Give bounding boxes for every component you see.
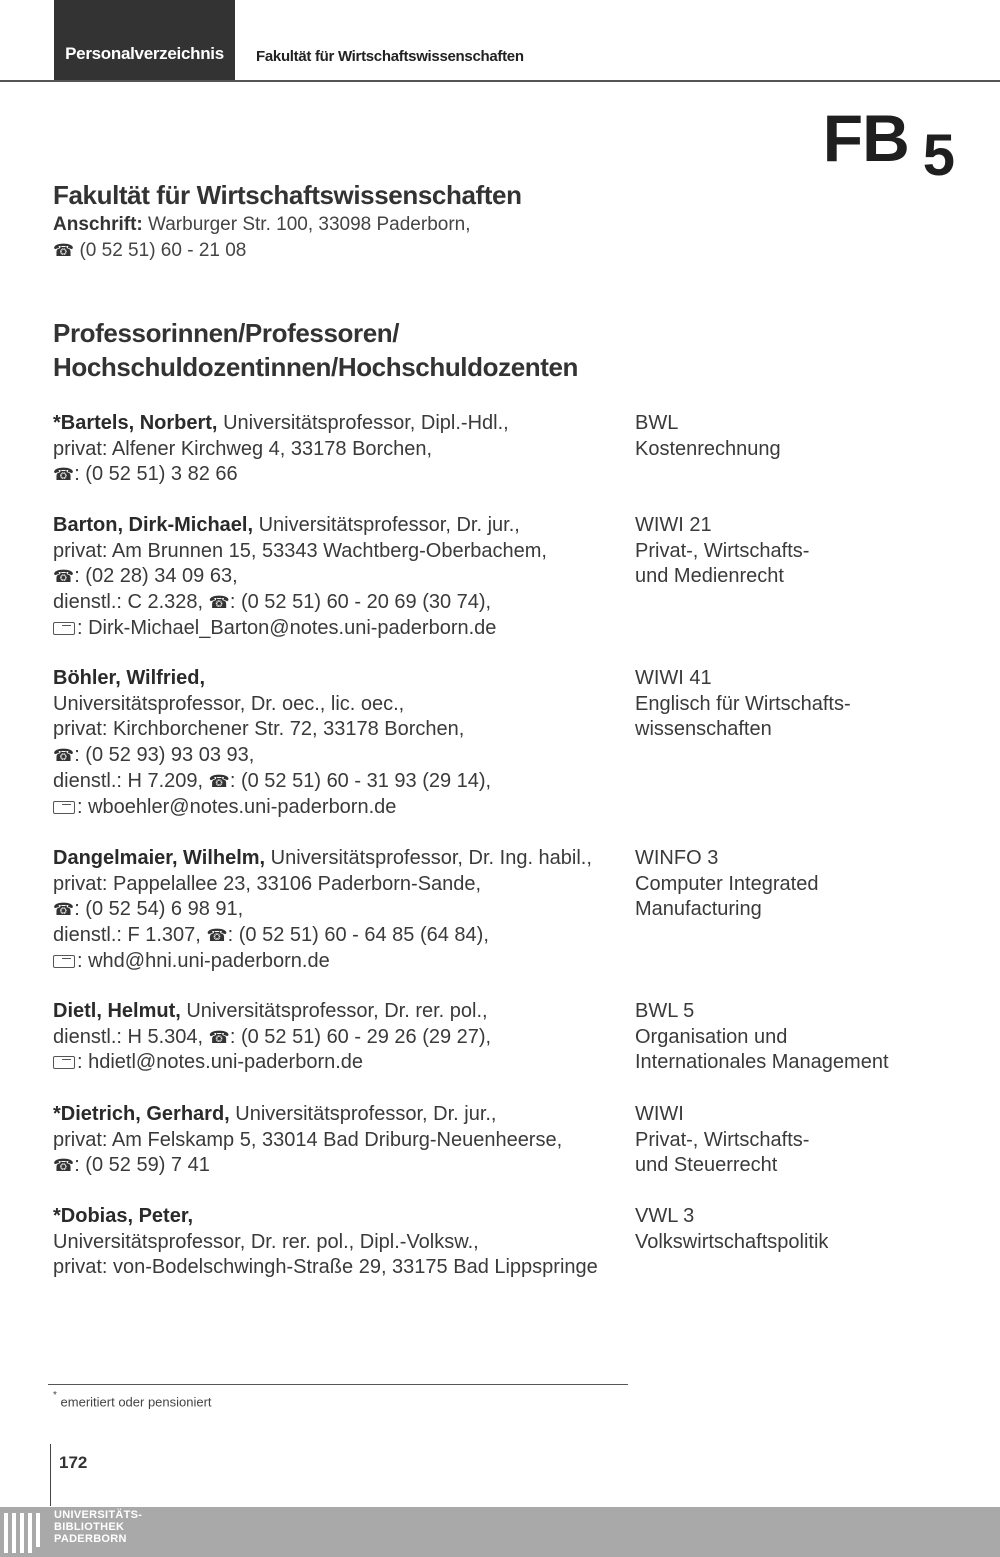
faculty-address bbox=[53, 214, 471, 236]
phone-icon: ☎ bbox=[53, 567, 75, 587]
header-tab-personalverzeichnis bbox=[54, 0, 235, 80]
dept-name: Computer Integrated bbox=[635, 872, 819, 895]
fb-number: 5 bbox=[922, 123, 954, 188]
entry-details bbox=[53, 846, 623, 975]
dept-code: WIWI 21 bbox=[635, 514, 712, 536]
fb-marker bbox=[822, 100, 954, 188]
phone-icon: ☎ bbox=[53, 900, 75, 920]
dept-code: VWL 3 bbox=[635, 1205, 695, 1227]
library-name bbox=[54, 1509, 142, 1545]
entry-office-phone: : (0 52 51) 60 - 64 85 (64 84), bbox=[227, 924, 489, 947]
entry-email[interactable]: : wboehler@notes.uni-paderborn.de bbox=[77, 795, 397, 818]
dept-name-cont: Manufacturing bbox=[635, 898, 762, 921]
entry-details bbox=[53, 411, 623, 488]
section-heading bbox=[53, 316, 578, 384]
page-number: 172 bbox=[59, 1453, 88, 1472]
dept-name-cont: wissenschaften bbox=[635, 718, 772, 741]
footnote-text: emeritiert oder pensioniert bbox=[60, 1394, 212, 1410]
entry-private-phone: : (0 52 54) 6 98 91, bbox=[74, 898, 244, 921]
dept-code: BWL 5 bbox=[635, 1000, 695, 1022]
entry-private-address: privat: Am Brunnen 15, 53343 Wachtberg-Oberbachem, bbox=[53, 539, 547, 562]
page-number-rule bbox=[50, 1444, 51, 1506]
email-icon bbox=[53, 1056, 75, 1069]
entry-private-phone: : (0 52 93) 93 03 93, bbox=[74, 744, 255, 767]
fb-label: FB bbox=[822, 101, 909, 175]
entry-private-phone: : (02 28) 34 09 63, bbox=[74, 565, 238, 588]
email-icon bbox=[53, 622, 75, 635]
dept-name-cont: Internationales Management bbox=[635, 1051, 889, 1074]
entry-department bbox=[635, 846, 975, 923]
entry-private-phone: : (0 52 51) 3 82 66 bbox=[74, 463, 238, 486]
entry-details bbox=[53, 513, 623, 642]
footnote-marker: * bbox=[53, 1390, 57, 1401]
dept-code: WINFO 3 bbox=[635, 847, 719, 869]
entry-private-phone: : (0 52 59) 7 41 bbox=[74, 1154, 210, 1177]
dept-name-cont: und Medienrecht bbox=[635, 565, 784, 588]
header-tab-label: Personalverzeichnis bbox=[65, 44, 224, 63]
entry-department bbox=[635, 411, 975, 462]
phone-icon: ☎ bbox=[53, 465, 75, 485]
entry-department bbox=[635, 1102, 975, 1179]
dept-code: WIWI bbox=[635, 1103, 684, 1125]
entry-office: dienstl.: C 2.328, bbox=[53, 591, 204, 614]
section-heading-line1: Professorinnen/Professoren/ bbox=[53, 318, 400, 348]
entry-title: Universitätsprofessor, Dr. rer. pol., Dipl.-Volksw., bbox=[53, 1230, 479, 1253]
entry-title: Universitätsprofessor, Dipl.-Hdl., bbox=[223, 412, 509, 434]
dept-name: Privat-, Wirtschafts- bbox=[635, 1128, 810, 1151]
library-name-line3: PADERBORN bbox=[54, 1533, 127, 1545]
entry-office: dienstl.: H 5.304, bbox=[53, 1025, 204, 1048]
library-name-line2: BIBLIOTHEK bbox=[54, 1521, 125, 1533]
library-footer-bar bbox=[0, 1507, 1000, 1557]
entry-title: Universitätsprofessor, Dr. oec., lic. oec., bbox=[53, 692, 405, 715]
entry-email[interactable]: : Dirk-Michael_Barton@notes.uni-paderborn.de bbox=[77, 616, 497, 639]
entry-name: *Bartels, Norbert, bbox=[53, 412, 218, 434]
entry-name: Dietl, Helmut, bbox=[53, 1000, 181, 1022]
entry-email[interactable]: : hdietl@notes.uni-paderborn.de bbox=[77, 1051, 364, 1074]
entry-name: *Dobias, Peter, bbox=[53, 1205, 194, 1227]
phone-icon: ☎ bbox=[206, 926, 228, 946]
email-icon bbox=[53, 801, 75, 814]
entry-department bbox=[635, 666, 975, 743]
address-label: Anschrift: bbox=[53, 214, 143, 235]
library-logo-icon bbox=[2, 1513, 48, 1553]
entry-department bbox=[635, 1204, 975, 1255]
phone-icon: ☎ bbox=[53, 1156, 75, 1176]
dept-name: Kostenrechnung bbox=[635, 437, 781, 460]
header-section-label: Fakultät für Wirtschaftswissenschaften bbox=[256, 48, 524, 65]
entry-details bbox=[53, 1102, 623, 1179]
entry-office-phone: : (0 52 51) 60 - 31 93 (29 14), bbox=[229, 769, 492, 792]
library-name-line1: UNIVERSITÄTS- bbox=[54, 1509, 143, 1521]
entry-name: Dangelmaier, Wilhelm, bbox=[53, 847, 266, 869]
footnote-rule bbox=[48, 1384, 628, 1385]
dept-name: Volkswirtschaftspolitik bbox=[635, 1230, 829, 1253]
entry-private-address: privat: Alfener Kirchweg 4, 33178 Borchen, bbox=[53, 437, 433, 460]
header-rule bbox=[0, 80, 1000, 82]
faculty-phone-number: (0 52 51) 60 - 21 08 bbox=[79, 240, 247, 261]
entry-office-phone: : (0 52 51) 60 - 29 26 (29 27), bbox=[229, 1025, 492, 1048]
entry-private-address: privat: Am Felskamp 5, 33014 Bad Driburg-Neuenheerse, bbox=[53, 1128, 563, 1151]
entry-details bbox=[53, 1204, 623, 1281]
entry-private-address: privat: Kirchborchener Str. 72, 33178 Borchen, bbox=[53, 718, 465, 741]
address-value: Warburger Str. 100, 33098 Paderborn, bbox=[148, 214, 471, 235]
faculty-title: Fakultät für Wirtschaftswissenschaften bbox=[53, 180, 522, 210]
entry-office-phone: : (0 52 51) 60 - 20 69 (30 74), bbox=[229, 591, 492, 614]
entry-title: Universitätsprofessor, Dr. Ing. habil., bbox=[270, 847, 592, 869]
entry-title: Universitätsprofessor, Dr. jur., bbox=[235, 1103, 497, 1125]
dept-name-cont: und Steuerrecht bbox=[635, 1154, 778, 1177]
entry-email[interactable]: : whd@hni.uni-paderborn.de bbox=[77, 949, 330, 972]
section-heading-line2: Hochschuldozentinnen/Hochschuldozenten bbox=[53, 352, 579, 382]
dept-name: Organisation und bbox=[635, 1025, 788, 1048]
entry-details bbox=[53, 999, 623, 1076]
dept-name: Englisch für Wirtschafts- bbox=[635, 692, 851, 715]
faculty-phone bbox=[53, 240, 246, 262]
entry-private-address: privat: von-Bodelschwingh-Straße 29, 33175 Bad Lippspringe bbox=[53, 1256, 598, 1279]
phone-icon: ☎ bbox=[208, 771, 230, 791]
dept-code: WIWI 41 bbox=[635, 667, 712, 689]
dept-name: Privat-, Wirtschafts- bbox=[635, 539, 810, 562]
phone-icon: ☎ bbox=[208, 593, 230, 613]
entry-title: Universitätsprofessor, Dr. jur., bbox=[258, 514, 520, 536]
entry-office: dienstl.: F 1.307, bbox=[53, 924, 201, 947]
email-icon bbox=[53, 955, 75, 968]
entry-name: *Dietrich, Gerhard, bbox=[53, 1103, 230, 1125]
phone-icon: ☎ bbox=[53, 241, 75, 260]
entry-private-address: privat: Pappelallee 23, 33106 Paderborn-Sande, bbox=[53, 872, 482, 895]
entry-details bbox=[53, 666, 623, 820]
phone-icon: ☎ bbox=[53, 746, 75, 766]
phone-icon: ☎ bbox=[208, 1027, 230, 1047]
dept-code: BWL bbox=[635, 412, 679, 434]
entry-name: Barton, Dirk-Michael, bbox=[53, 514, 254, 536]
entry-office: dienstl.: H 7.209, bbox=[53, 769, 204, 792]
footnote bbox=[53, 1390, 212, 1410]
entry-department bbox=[635, 999, 975, 1076]
entry-name: Böhler, Wilfried, bbox=[53, 667, 206, 689]
entry-department bbox=[635, 513, 975, 590]
entry-title: Universitätsprofessor, Dr. rer. pol., bbox=[186, 1000, 488, 1022]
